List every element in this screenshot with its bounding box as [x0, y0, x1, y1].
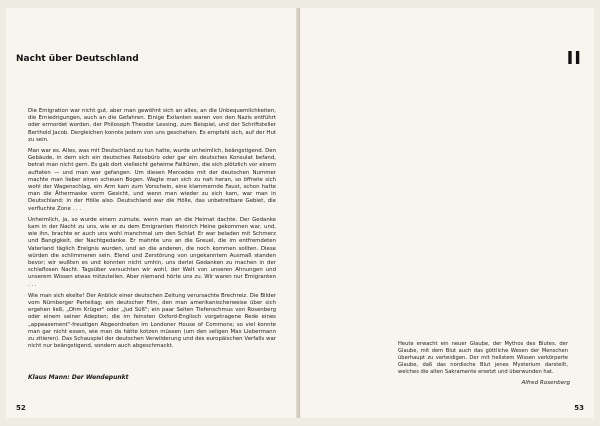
section-numeral: II	[566, 48, 582, 69]
paragraph: Die Emigration war nicht gut, aber man gewöhnt sich an alles, an die Unbequemlichkeiten, die Erniedrigungen, auch an die Gefahren. Einige Exilanten waren von den Nazis entführt oder ermordet worden, der Philosoph Theodor Lessing, zum Beispiel, und der Schriftsteller Berthold Jacob. Dergleichen konnte jedem von uns geschehen. Es empfahl sich, auf der Hut zu sein.	[28, 108, 276, 143]
chapter-title: Nacht über Deutschland	[16, 54, 139, 64]
quote-text: Heute erwacht ein neuer Glaube, der Mythos des Blutes, der Glaube, mit dem Blut auch das göttliche Wesen der Menschen überhaupt zu verteidigen. Der mit hellstem Wissen verkörperte Glaube, daß das nordische Blut jenes Mysterium darstellt, welches die alten Sakramente ersetzt und überwunden hat.	[398, 341, 568, 375]
page-number-left: 52	[16, 404, 26, 412]
body-text	[28, 108, 276, 355]
epigraph-quote	[398, 341, 568, 376]
source-attribution: Klaus Mann: Der Wendepunkt	[28, 374, 129, 381]
left-page	[6, 8, 299, 418]
paragraph: Wie man sich ekelte! Der Anblick einer deutschen Zeitung verursachte Brechreiz. Die Bilder vom Nürnberger Parteitag; ein deutscher Film, den man amerikanischerweise über sich ergehen ließ, „Ohm Krüger" oder „Jud Süß"; ein paar Seiten Tiefenschmus von Rosenberg oder einem seiner Adepten; die im feinsten Oxford-Englisch vorgetragene Rede eines „appeasement"-freudigen Abgeordneten im Londoner House of Commons; so viel konnte man gar nicht essen, wie man da hätte kotzen müssen (um den seligen Max Liebermann zu zitieren). Das Schauspiel der deutschen Verwilderung und des europäischen Verfalls war nicht nur beängstigend, sondern auch abgeschmackt.	[28, 292, 276, 350]
page-number-right: 53	[574, 404, 584, 412]
paragraph: Unheimlich, ja, so wurde einem zumute, wenn man an die Heimat dachte. Der Gedanke kam in der Nacht zu uns, wie er zu dem Emigranten Heinrich Heine gekommen war, und, wie ihn, brachte er auch uns wohl manchmal um den Schlaf. Er war beladen mit Schmerz und Bangigkeit, der Nachtgedanke. Er mahnte uns an die Greuel, die im entfremdeten Vaterland täglich Ereignis wurden, und an die anderen, die noch kommen sollten. Diese würden die schlimmeren sein. Elend und Zerstörung von ungekanntem Ausmaß standen bevor; wir wußten es und konnten nicht umhin, uns derlei Gedanken zu machen in der schlaflosen Nacht. Tagsüber versuchten wir wohl, der Welt von unseren Ahnungen und unserem Wissen etwas mitzuteilen. Aber niemand hörte uns zu. Wir waren nur Emigranten . . .	[28, 216, 276, 288]
quote-author: Alfred Rosenberg	[521, 380, 570, 386]
paragraph: Man war es. Alles, was mit Deutschland zu tun hatte, wurde unheimlich, beängstigend. Den Gebäude, in dem sich ein deutsches Reisebüro oder gar ein deutsches Konsulat befand, betrat man nicht gern. Es gab dort vielleicht geheime Falltüren, die sich plötzlich vor einem auftaten — und man war gefangen. Um diesen Mercedes mit der deutschen Nummer machte man lieber einen scheuen Bogen. Wagte man sich zu nah heran, so öffnete sich wohl der Wagenschlag, ein Arm kam zum Vorschein, eine klammernde Faust, schon hatte man die Äthermaske vorm Gesicht, und wenn man wieder zu sich kam, war man in Deutschland: in der Hölle also. Deutschland war die Hölle, das unbetretbare Gebiet, die verfluchte Zone . . .	[28, 148, 276, 212]
right-page	[300, 8, 594, 418]
